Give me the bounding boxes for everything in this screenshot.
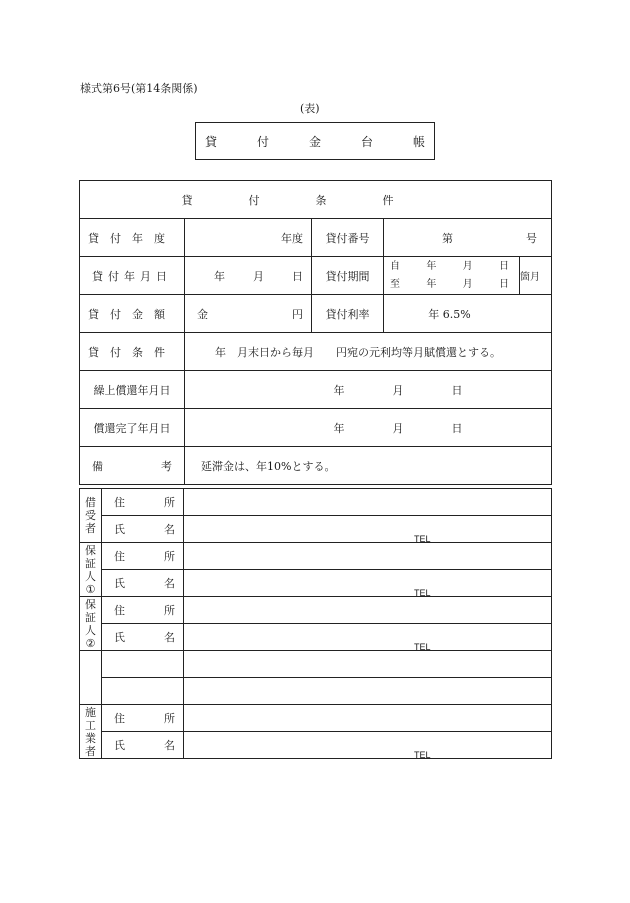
contractor-tel: TEL [414, 749, 431, 760]
contractor-name-field[interactable] [184, 732, 552, 759]
loan-number-field[interactable] [384, 219, 552, 257]
guarantor1-label: 保 証 人 ① [80, 543, 102, 597]
period-to: 至 [390, 278, 400, 290]
loan-number-prefix: 第 [442, 231, 453, 245]
blank-party-label [80, 651, 102, 705]
loan-date-label: 貸付年月日 [80, 257, 185, 295]
period-to-month: 月 [462, 278, 473, 290]
completion-label: 償還完了年月日 [80, 409, 185, 447]
document-title-box [195, 122, 465, 160]
period-to-year: 年 [426, 278, 437, 290]
borrower-name-field[interactable] [184, 516, 552, 543]
complete-day: 日 [451, 421, 463, 435]
form-number: 様式第6号(第14条関係) [80, 82, 198, 95]
contractor-label: 施 工 業 者 [80, 705, 102, 759]
guarantor2-address-field[interactable] [184, 597, 552, 624]
contractor-address-field[interactable] [184, 705, 552, 732]
loan-date-year: 年 [214, 269, 225, 283]
complete-year: 年 [333, 421, 345, 435]
early-repayment-date[interactable] [185, 371, 552, 409]
contractor-address-label: 住 所 [102, 705, 184, 732]
period-from: 自 [390, 260, 400, 272]
guarantor2-tel: TEL [414, 641, 431, 652]
loan-period-label: 貸付期間 [312, 257, 384, 295]
period-months: 箇月 [520, 257, 552, 295]
interest-rate-label: 貸付利率 [312, 295, 384, 333]
blank-row-1-label [102, 651, 184, 678]
conditions-section-title: 貸付条件 [80, 181, 552, 219]
borrower-address-label: 住 所 [102, 489, 184, 516]
guarantor2-address-label: 住 所 [102, 597, 184, 624]
guarantor1-tel: TEL [414, 587, 431, 598]
remarks-label-1: 備 [92, 459, 103, 473]
remarks-label-2: 考 [161, 459, 172, 473]
loan-terms-text: 年 月末日から毎月 円宛の元利均等月賦償還とする。 [185, 333, 552, 371]
early-repayment-label: 繰上償還年月日 [80, 371, 185, 409]
guarantor2-name-label: 氏 名 [102, 624, 184, 651]
loan-number-label: 貸付番号 [312, 219, 384, 257]
remarks-label [80, 458, 184, 474]
borrower-label: 借 受 者 [80, 489, 102, 543]
parties-table [79, 488, 552, 759]
period-from-year: 年 [426, 260, 437, 272]
borrower-address-field[interactable] [184, 489, 552, 516]
guarantor1-name-field[interactable] [184, 570, 552, 597]
loan-terms-label: 貸付条件 [80, 333, 185, 371]
remarks-text: 延滞金は、年10%とする。 [185, 447, 552, 485]
loan-date-month: 月 [253, 269, 264, 283]
early-day: 日 [451, 383, 463, 397]
guarantor1-name-label: 氏 名 [102, 570, 184, 597]
interest-rate-value: 年 6.5% [384, 295, 552, 333]
document-title: 貸付金台帳 [204, 134, 465, 149]
amount-prefix: 金 [197, 307, 208, 321]
loan-number-suffix: 号 [526, 231, 538, 245]
loan-amount-label: 貸付金額 [80, 295, 185, 333]
loan-period-field[interactable] [384, 257, 520, 295]
early-month: 月 [392, 383, 404, 397]
side-label: (表) [300, 102, 320, 115]
loan-amount-field[interactable] [185, 295, 312, 333]
borrower-name-label: 氏 名 [102, 516, 184, 543]
period-from-day: 日 [498, 260, 509, 272]
early-year: 年 [333, 383, 345, 397]
period-to-day: 日 [498, 278, 509, 290]
guarantor1-address-field[interactable] [184, 543, 552, 570]
fiscal-year-unit[interactable]: 年度 [185, 219, 312, 257]
complete-month: 月 [392, 421, 404, 435]
blank-row-2-label [102, 678, 184, 705]
blank-row-1-field[interactable] [184, 651, 552, 678]
guarantor2-name-field[interactable] [184, 624, 552, 651]
guarantor2-label: 保 証 人 ② [80, 597, 102, 651]
amount-suffix: 円 [292, 307, 303, 321]
borrower-tel: TEL [414, 533, 431, 544]
loan-conditions-table [79, 180, 552, 485]
contractor-name-label: 氏 名 [102, 732, 184, 759]
loan-date-day: 日 [292, 269, 303, 283]
completion-date[interactable] [185, 409, 552, 447]
guarantor1-address-label: 住 所 [102, 543, 184, 570]
blank-row-2-field[interactable] [184, 678, 552, 705]
remarks-label-cell [80, 447, 185, 485]
loan-date-field[interactable] [185, 257, 312, 295]
period-from-month: 月 [462, 260, 473, 272]
fiscal-year-label: 貸付年度 [80, 219, 185, 257]
